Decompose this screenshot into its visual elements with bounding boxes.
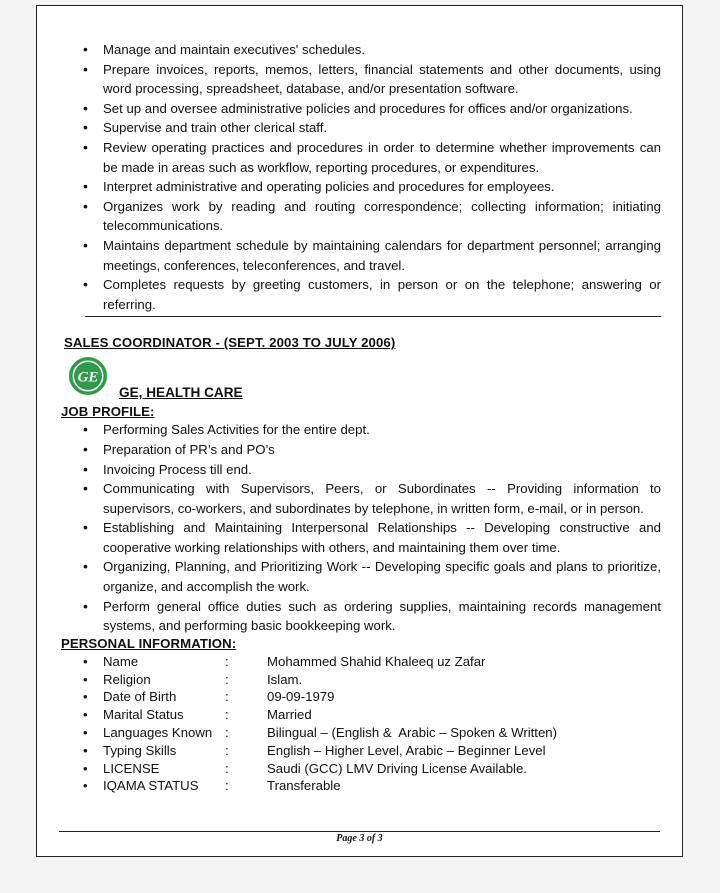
- colon: :: [225, 707, 229, 723]
- list-item: • Manage and maintain executives' schedules.: [61, 40, 661, 60]
- info-value: Married: [267, 707, 312, 723]
- table-row: [61, 653, 557, 671]
- info-label: Marital Status: [103, 707, 184, 723]
- colon: :: [225, 725, 229, 741]
- info-value: English – Higher Level, Arabic – Beginner Level: [267, 742, 546, 758]
- list-item: • Invoicing Process till end.: [61, 460, 661, 480]
- colon: :: [225, 671, 229, 687]
- svg-text:GE: GE: [77, 369, 99, 386]
- ge-logo-icon: [68, 356, 108, 396]
- info-label: IQAMA STATUS: [103, 778, 199, 794]
- table-row: [61, 688, 557, 706]
- info-label: Name: [103, 653, 139, 669]
- job-profile-heading: JOB PROFILE:: [61, 404, 155, 420]
- colon: :: [225, 689, 229, 705]
- table-row: [61, 671, 557, 689]
- bullet: •: [83, 689, 88, 705]
- previous-job-duties: [61, 40, 661, 314]
- list-item: • Perform general office duties such as ordering supplies, maintaining records management systems, and performing basic bookkeeping work.: [61, 597, 661, 636]
- list-item: • Establishing and Maintaining Interpersonal Relationships -- Developing constructive and cooperative working relationships with others, and maintaining them over time.: [61, 518, 661, 557]
- bullet: •: [83, 707, 88, 723]
- list-item: • Review operating practices and procedures in order to determine whether improvements can be made in areas such as workflow, reporting procedures, or expenditures.: [61, 138, 661, 177]
- list-item: • Maintains department schedule by maintaining calendars for department personnel; arranging meetings, conferences, teleconferences, and travel.: [61, 236, 661, 275]
- list-item: • Completes requests by greeting customers, in person or on the telephone; answering or referring.: [61, 275, 661, 314]
- info-label: Languages Known: [103, 725, 213, 741]
- info-value: Islam.: [267, 671, 303, 687]
- bullet: •: [83, 653, 88, 669]
- page-number: Page 3 of 3: [336, 833, 383, 844]
- personal-info-heading: PERSONAL INFORMATION:: [61, 635, 237, 651]
- list-item: • Supervise and train other clerical staff.: [61, 118, 661, 138]
- bullet: •: [83, 725, 88, 741]
- bullet: •: [83, 778, 88, 794]
- table-row: [61, 760, 557, 778]
- bullet: •: [83, 760, 88, 776]
- job-profile-list: [61, 420, 661, 636]
- table-row: [61, 706, 557, 724]
- list-item: • Interpret administrative and operating policies and procedures for employees.: [61, 177, 661, 197]
- company-row: [61, 356, 661, 404]
- resume-page: [36, 5, 683, 857]
- page-content: [61, 40, 661, 795]
- personal-info-table: [61, 653, 557, 795]
- colon: :: [225, 760, 229, 776]
- info-value: 09-09-1979: [267, 689, 335, 705]
- colon: :: [225, 778, 229, 794]
- info-value: Mohammed Shahid Khaleeq uz Zafar: [267, 653, 486, 669]
- section-divider: [85, 316, 661, 317]
- list-item: • Performing Sales Activities for the entire dept.: [61, 420, 661, 440]
- bullet: •: [83, 742, 88, 758]
- bullet: •: [83, 671, 88, 687]
- list-item: • Communicating with Supervisors, Peers, or Subordinates -- Providing information to supervisors, co-workers, and subordinates by telephone, in written form, e-mail, or in person.: [61, 479, 661, 518]
- colon: :: [225, 742, 229, 758]
- list-item: • Preparation of PR’s and PO’s: [61, 440, 661, 460]
- info-value: Transferable: [267, 778, 341, 794]
- footer-divider: [59, 831, 660, 832]
- info-label: Typing Skills: [103, 742, 177, 758]
- info-value: Bilingual – (English & Arabic – Spoken & Written): [267, 725, 558, 741]
- info-label: LICENSE: [103, 760, 160, 776]
- list-item: • Set up and oversee administrative policies and procedures for offices and/or organizations.: [61, 99, 661, 119]
- table-row: [61, 777, 557, 795]
- company-name: GE, HEALTH CARE: [119, 385, 243, 401]
- list-item: • Prepare invoices, reports, memos, letters, financial statements and other documents, using word processing, spreadsheet, database, and/or presentation software.: [61, 60, 661, 99]
- table-row: [61, 742, 557, 760]
- list-item: • Organizing, Planning, and Prioritizing Work -- Developing specific goals and plans to prioritize, organize, and accomplish the work.: [61, 557, 661, 596]
- job-title: SALES COORDINATOR - (SEPT. 2003 TO JULY 2006): [64, 335, 396, 351]
- colon: :: [225, 653, 229, 669]
- list-item: • Organizes work by reading and routing correspondence; collecting information; initiating telecommunications.: [61, 197, 661, 236]
- table-row: [61, 724, 557, 742]
- info-label: Religion: [103, 671, 151, 687]
- info-value: Saudi (GCC) LMV Driving License Available.: [267, 760, 527, 776]
- info-label: Date of Birth: [103, 689, 177, 705]
